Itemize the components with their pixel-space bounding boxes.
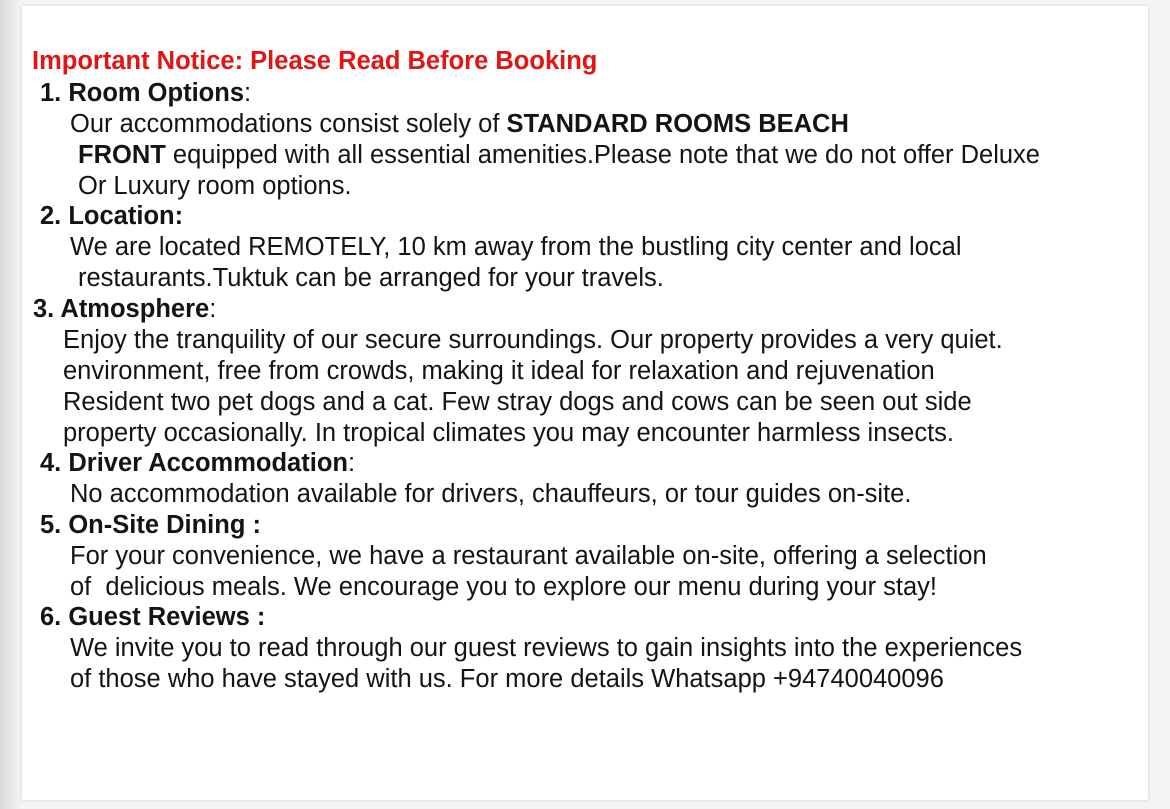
section-driver-accommodation-heading (40, 448, 355, 479)
text-run: Our accommodations consist solely of (70, 110, 507, 138)
section-on-site-dining-heading (40, 510, 261, 541)
section-heading-text: 5. On-Site Dining : (40, 511, 261, 539)
bold-text-run: FRONT (78, 141, 166, 169)
notice-title: Important Notice: Please Read Before Booking (32, 47, 598, 75)
room-options-line-2 (78, 140, 1040, 171)
room-options-line-1 (70, 109, 849, 140)
bold-text-run: STANDARD ROOMS BEACH (506, 110, 849, 138)
section-location-heading (40, 201, 183, 232)
section-heading-text: 2. Location: (40, 202, 184, 230)
atmosphere-line-1: Enjoy the tranquility of our secure surroundings. Our property provides a very quiet. (63, 326, 1003, 354)
text-run: Or Luxury room options. (78, 172, 352, 200)
atmosphere-line-2: environment, free from crowds, making it ideal for relaxation and rejuvenation (63, 357, 935, 385)
section-heading-colon: : (209, 295, 217, 323)
section-atmosphere-heading (33, 294, 216, 325)
section-heading-text: 3. Atmosphere (33, 295, 210, 323)
section-guest-reviews-heading (40, 602, 265, 633)
section-room-options-heading (40, 78, 251, 109)
section-heading-text: 6. Guest Reviews : (40, 603, 266, 631)
text-run: equipped with all essential amenities.Please note that we do not offer Deluxe (165, 141, 1040, 169)
guest-reviews-line-1: We invite you to read through our guest reviews to gain insights into the experiences (70, 634, 1023, 662)
section-heading-text: 4. Driver Accommodation (40, 449, 348, 477)
location-line-1: We are located REMOTELY, 10 km away from the bustling city center and local (70, 233, 962, 261)
on-site-dining-line-1: For your convenience, we have a restaurant available on-site, offering a selection (70, 542, 987, 570)
guest-reviews-line-2: of those who have stayed with us. For more details Whatsapp +94740040096 (70, 665, 944, 693)
document-sheet (22, 6, 1148, 800)
section-heading-colon: : (244, 79, 252, 107)
section-heading-colon: : (347, 449, 356, 477)
atmosphere-line-3: Resident two pet dogs and a cat. Few stray dogs and cows can be seen out side (63, 388, 972, 416)
on-site-dining-line-2: of delicious meals. We encourage you to explore our menu during your stay! (70, 573, 937, 601)
section-heading-text: 1. Room Options (40, 79, 244, 107)
room-options-line-3 (78, 171, 352, 202)
driver-accommodation-line-1: No accommodation available for drivers, chauffeurs, or tour guides on-site. (70, 480, 912, 508)
location-line-2: restaurants.Tuktuk can be arranged for your travels. (78, 264, 664, 292)
atmosphere-line-4: property occasionally. In tropical climates you may encounter harmless insects. (63, 419, 954, 447)
